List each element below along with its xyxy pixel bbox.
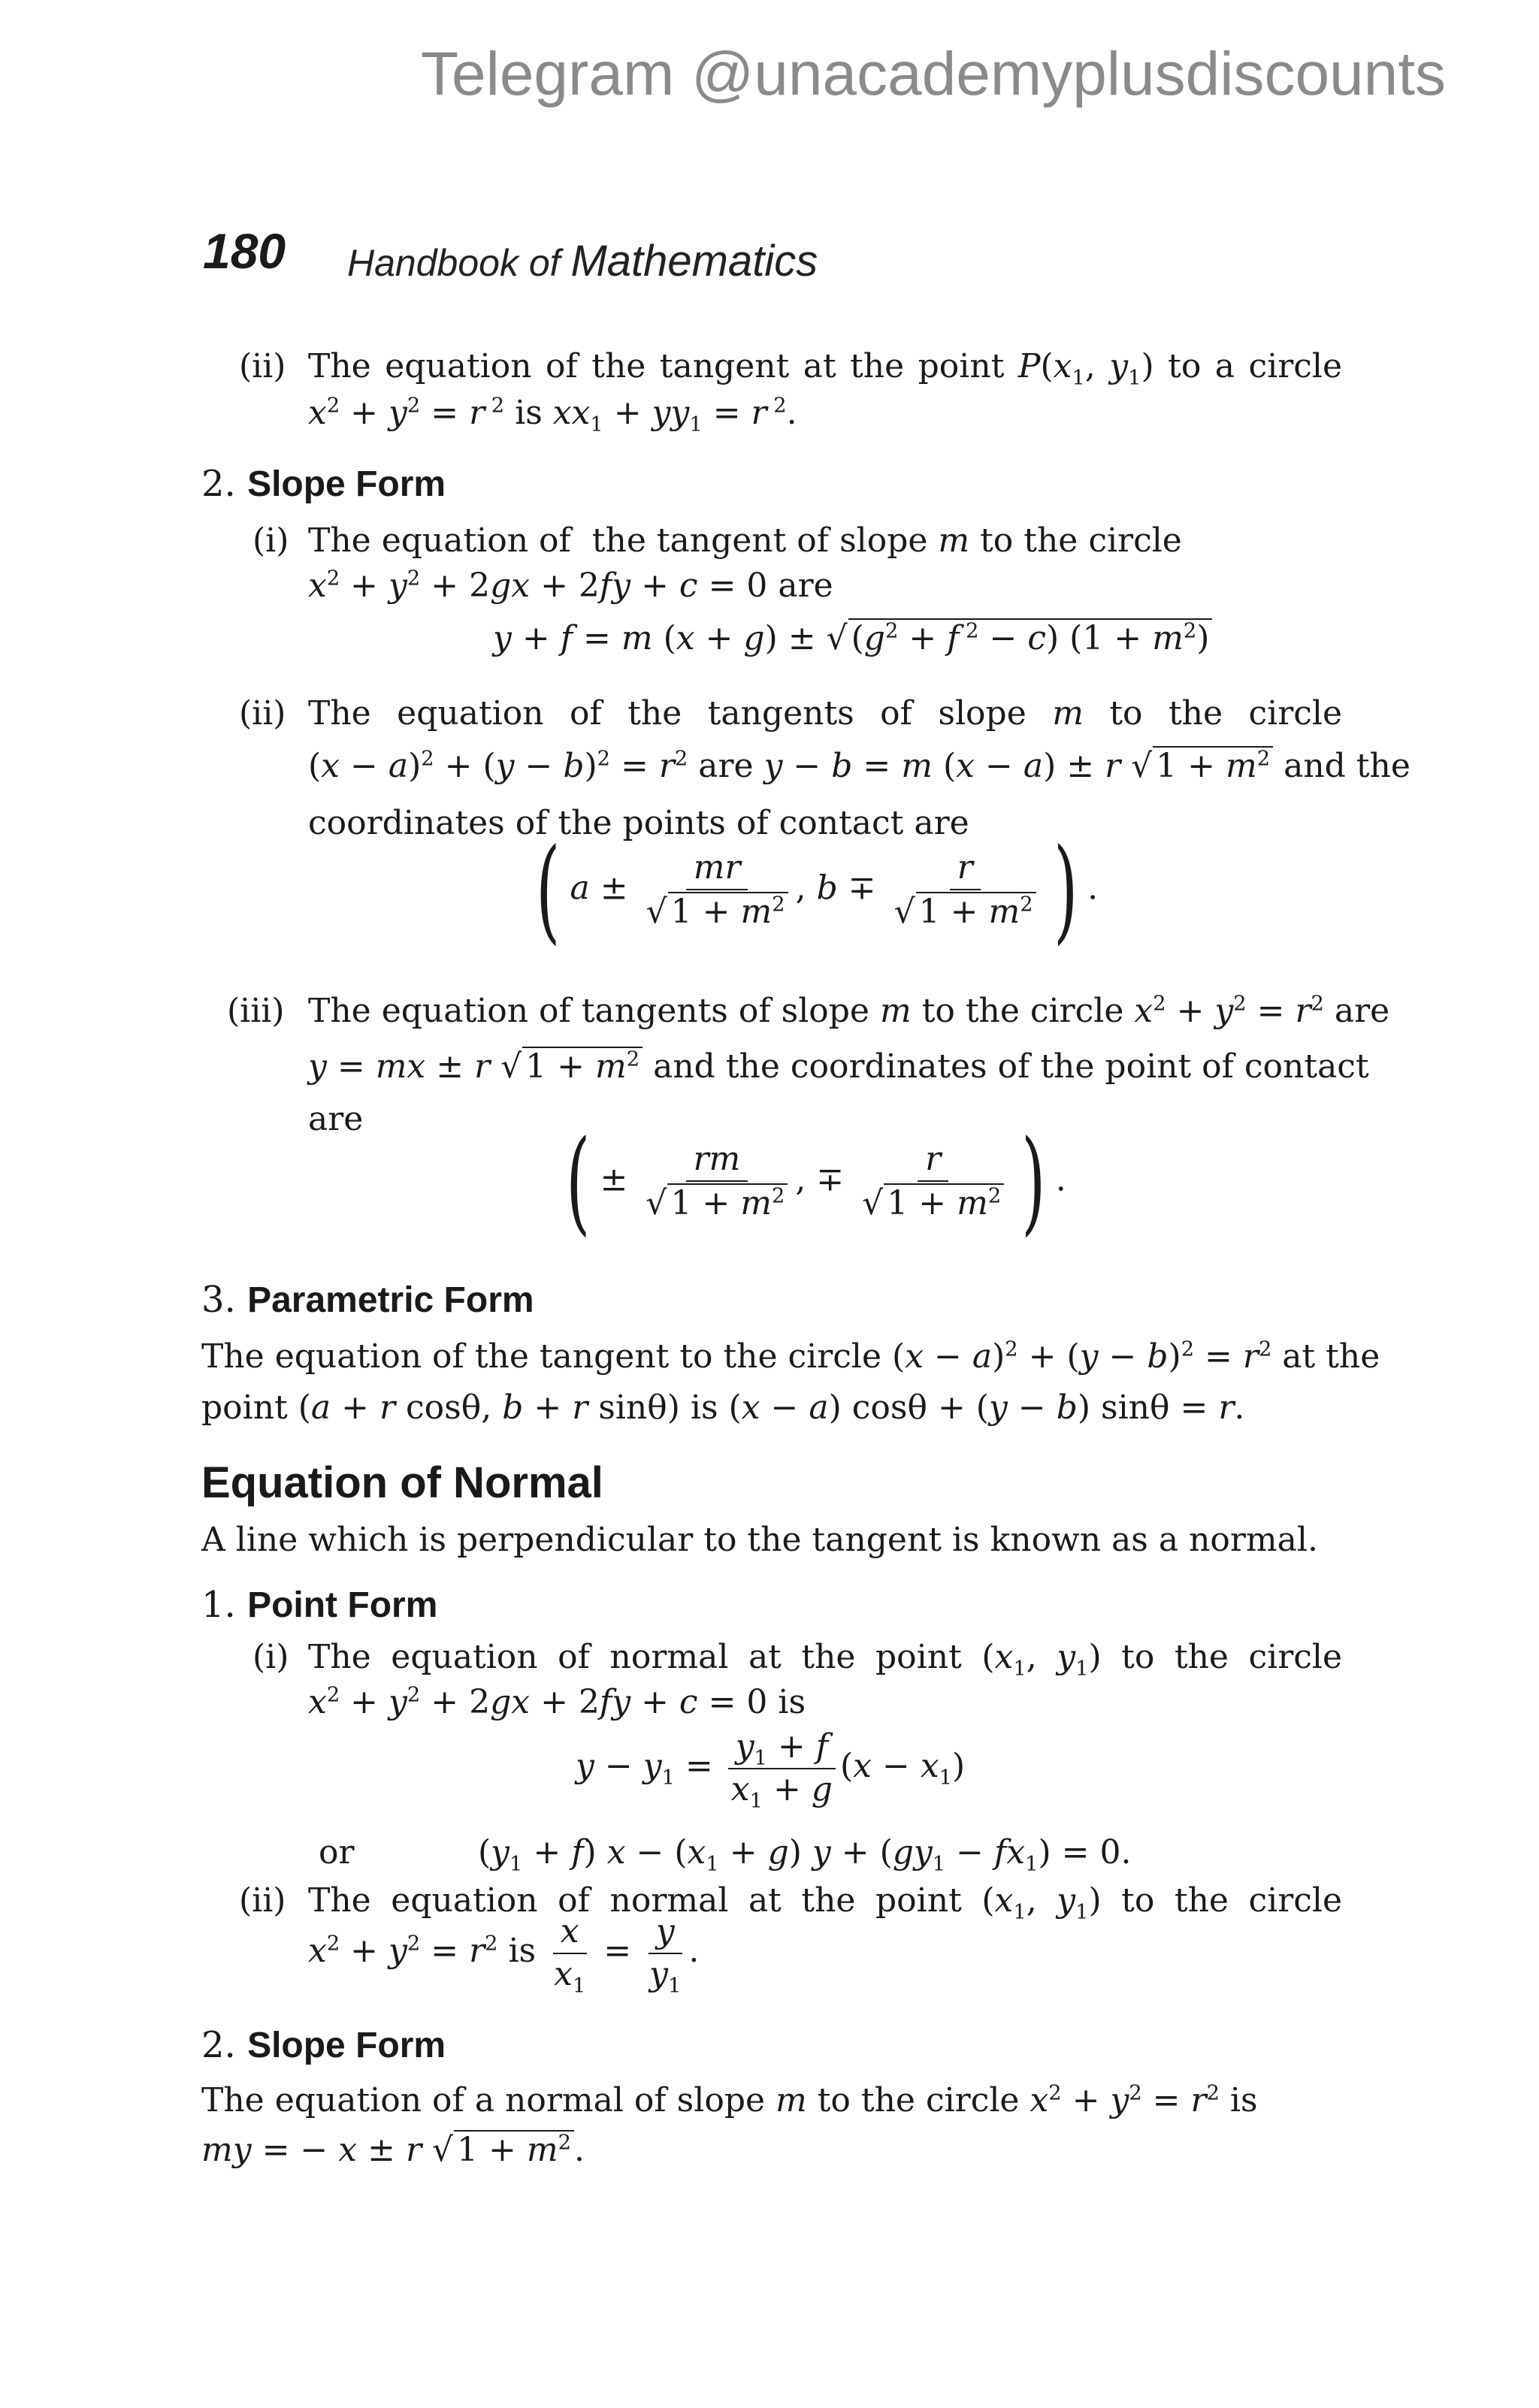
tangent-point-ii-text: The equation of the tangent at the point $P(x_1$, $y_1$) to a circle [308,347,1342,390]
sf-iii-text: The equation of tangents of slope m to the circle $x^2 + y^2 = r^2$ are [308,992,1390,1030]
book-title [347,236,818,286]
normal-slope-text: The equation of a normal of slope m to the circle $x^2 + y^2 = r^2$ is [201,2081,1258,2119]
parametric-title: Parametric Form [247,1280,534,1320]
parametric-line-2: point (a + r cosθ, b + r sinθ) is (x − a) cosθ + (y − b) sinθ = r. [201,1388,1245,1427]
normal-heading: Equation of Normal [201,1458,603,1507]
or-label: or [319,1833,355,1872]
book-title-prefix: Handbook of [347,242,561,284]
item-label: (ii) [239,347,286,385]
item-label: (ii) [239,1881,286,1920]
sf-i-formula: y + f = m (x + g) ± √ ($g^2 + f$ $^2$ − c) $(1 + m^2)$ [493,616,1212,661]
item-label: (i) [252,1638,289,1676]
normal-slope-eq: my = − x ± r √ $1 + m^2$. [201,2131,585,2169]
n-pf-i-formula-2: $(y_1 + f) x - (x_1 + g) y + (gy_1 - fx_1) = 0$. [478,1833,1132,1876]
watermark: Telegram @unacademyplusdiscounts [421,40,1447,108]
normal-slope-title: Slope Form [247,2026,446,2065]
tangent-point-ii-eq: $x^2 + y^2 = r$ $^2$ is $xx_1 + yy_1 = r$ $^2$. [308,394,797,437]
n-pf-i-formula: $y - y_1$ = $\frac{y_1 + f}{x_1 + g}$ $(x - x_1)$ [576,1727,966,1813]
n-pf-i-eq: $x^2 + y^2 + 2gx + 2fy + c = 0$ is [308,1683,806,1721]
item-label: (iii) [227,992,285,1030]
normal-point-title: Point Form [247,1585,438,1625]
sf-ii-contact-text: coordinates of the points of contact are [308,804,969,842]
n-pf-i-text: The equation of normal at the point ($x_1$, $y_1$) to the circle [308,1638,1343,1681]
item-label: (i) [252,521,289,560]
n-pf-ii-eq: $x^2 + y^2 = r^2$ is $\frac{x}{x_1}$ = $\frac{y}{y_1}$ . [308,1912,700,1998]
sf-iii-eq: y = mx ± r √ $1 + m^2$ and the coordinates of the point of contact [308,1047,1369,1086]
slope-form-number: 2. [201,463,236,505]
sf-ii-eq: $(x - a)^2 + (y - b)^2 = r^2$ are y − b = m (x − a) ± r √ $1 + m^2$ and the [308,747,1410,785]
parametric-line-1: The equation of the tangent to the circle $(x - a)^2 + (y - b)^2 = r^2$ at the [201,1337,1380,1376]
item-label: (ii) [239,694,286,733]
normal-slope-heading [201,2024,446,2066]
slope-form-heading [201,463,446,505]
normal-point-heading [201,1584,437,1626]
normal-slope-number: 2. [201,2024,236,2066]
slope-form-title: Slope Form [247,464,446,504]
n-pf-ii-text: The equation of normal at the point ($x_1$, $y_1$) to the circle [308,1881,1343,1924]
normal-point-number: 1. [201,1584,236,1626]
sf-iii-are: are [308,1100,364,1138]
sf-ii-contact-point: ( a ± $\frac{mr}{√ 1 + m^2}$ , b ∓ $\frac{r}{√ 1 + m^2}$ ) . [536,825,1099,956]
sf-i-eq: $x^2 + y^2 + 2gx + 2fy + c = 0$ are [308,566,833,605]
parametric-number: 3. [201,1279,236,1321]
parametric-heading [201,1279,534,1321]
normal-intro: A line which is perpendicular to the tangent is known as a normal. [201,1521,1318,1559]
sf-ii-text: The equation of the tangents of slope m to the circle [308,694,1342,733]
sf-iii-contact-point: ( ± $\frac{rm}{√ 1 + m^2}$ , ∓ $\frac{r}{√ 1 + m^2}$ ) . [566,1116,1066,1247]
book-title-main: Mathematics [570,237,818,286]
sf-i-text: The equation of the tangent of slope m to the circle [308,521,1182,560]
page-number: 180 [203,223,286,279]
